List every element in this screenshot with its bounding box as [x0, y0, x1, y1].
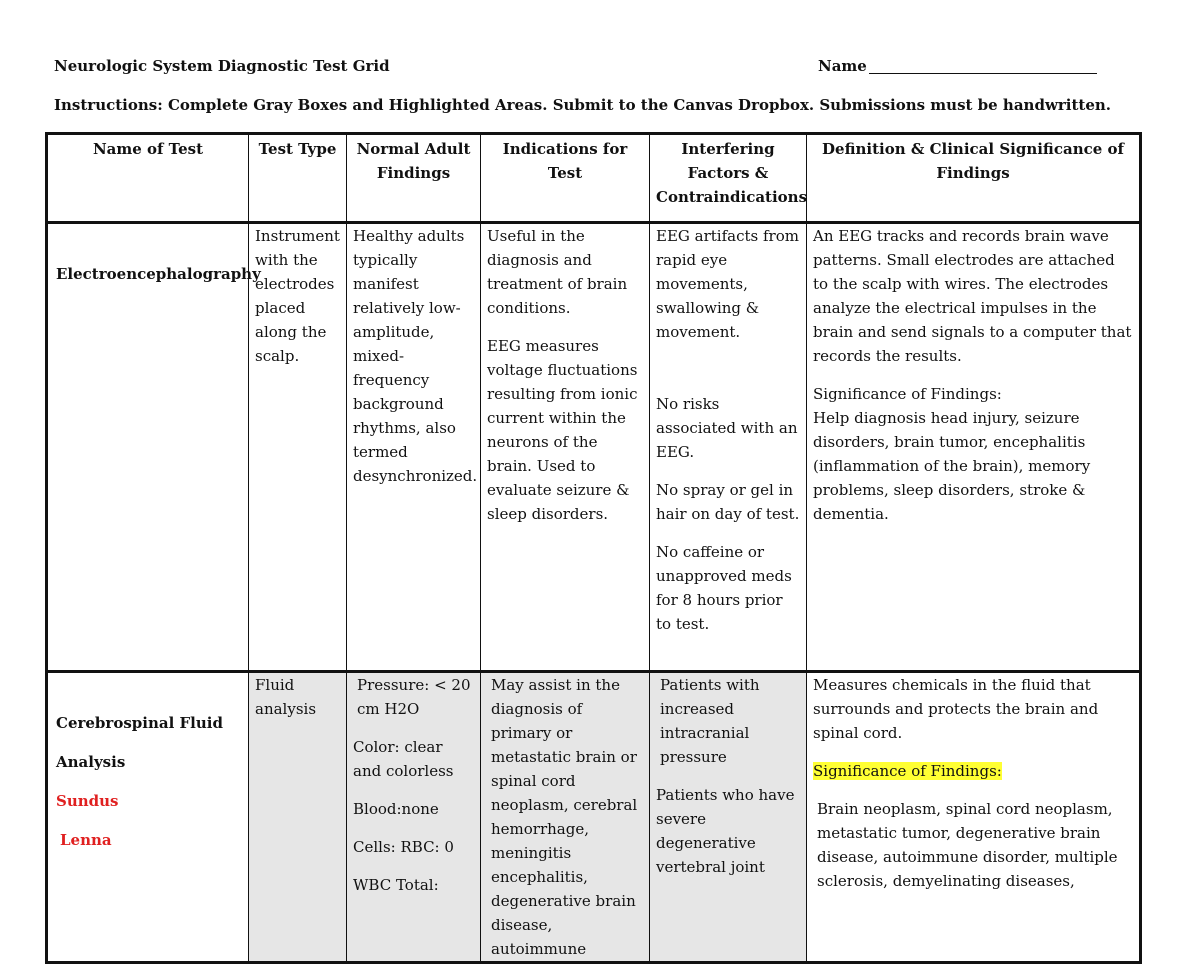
col-header-normal: Normal Adult Findings [347, 134, 481, 223]
name-blank-line [869, 57, 1097, 74]
instructions: Instructions: Complete Gray Boxes and Highlighted Areas. Submit to the Canvas Dropbox. Submissions must be handwritten. [54, 96, 1111, 114]
eeg-definition-text: An EEG tracks and records brain wave patterns. Small electrodes are attached to the scalp with wires. The electrodes analyze the electrical impulses in the brain and send signals to a computer that records the results. [813, 227, 1132, 365]
csf-name-line1: Cerebrospinal Fluid [56, 714, 223, 732]
eeg-definition [807, 223, 1141, 672]
csf-interfering-1: Patients with increased intracranial pressure [660, 676, 760, 766]
csf-normal-pressure: Pressure: < 20 cm H2O [357, 676, 471, 718]
csf-test-type [249, 672, 347, 963]
document-title: Neurologic System Diagnostic Test Grid [54, 57, 390, 75]
eeg-interfering [650, 223, 807, 672]
eeg-interfering-2: No risks associated with an EEG. [656, 395, 798, 461]
eeg-normal-text: Healthy adults typically manifest relatively low-amplitude, mixed-frequency background rhythms, also termed desynchronized. [353, 227, 478, 485]
name-label: Name [818, 57, 867, 75]
eeg-significance-text: Help diagnosis head injury, seizure disorders, brain tumor, encephalitis (inflammation of the brain), memory problems, sleep disorders, stroke & dementia. [813, 409, 1091, 523]
csf-normal-wbc: WBC Total: [353, 876, 439, 894]
csf-normal [347, 672, 481, 963]
eeg-indication-1: Useful in the diagnosis and treatment of brain conditions. [487, 227, 628, 317]
name-field [818, 57, 1097, 75]
table-row-eeg [47, 223, 1141, 672]
table-row-csf [47, 672, 1141, 963]
csf-definition-text: Measures chemicals in the fluid that surrounds and protects the brain and spinal cord. [813, 676, 1099, 742]
col-header-interfering: Interfering Factors & Contraindications [650, 134, 807, 223]
eeg-name: Electroencephalography [56, 265, 261, 283]
student-name-1: Sundus [56, 792, 119, 810]
csf-normal-color: Color: clear and colorless [353, 738, 454, 780]
csf-interfering [650, 672, 807, 963]
csf-significance-text: Brain neoplasm, spinal cord neoplasm, metastatic tumor, degenerative brain disease, autoimmune disorder, multiple sclerosis, demyelinating diseases, [817, 800, 1118, 890]
eeg-normal [347, 223, 481, 672]
csf-name-line2: Analysis [56, 753, 126, 771]
csf-normal-rbc: Cells: RBC: 0 [353, 838, 454, 856]
csf-normal-blood: Blood:none [353, 800, 439, 818]
col-header-name: Name of Test [47, 134, 249, 223]
col-header-indications: Indications for Test [481, 134, 650, 223]
eeg-interfering-4: No caffeine or unapproved meds for 8 hours prior to test. [656, 543, 792, 633]
eeg-indications [481, 223, 650, 672]
header-row [47, 134, 1141, 223]
csf-indications [481, 672, 650, 963]
eeg-name-cell [47, 223, 261, 672]
diagnostic-test-grid [45, 132, 1142, 964]
col-header-type: Test Type [249, 134, 347, 223]
eeg-test-type-text: Instrument with the electrodes placed along the scalp. [255, 227, 340, 365]
student-name-2: Lenna [60, 831, 112, 849]
csf-name-cell [47, 672, 249, 963]
col-header-definition: Definition & Clinical Significance of Findings [807, 134, 1141, 223]
eeg-significance-label: Significance of Findings: [813, 385, 1002, 403]
eeg-test-type [249, 223, 347, 672]
eeg-interfering-3: No spray or gel in hair on day of test. [656, 481, 800, 523]
csf-interfering-2: Patients who have severe degenerative vertebral joint [656, 786, 795, 876]
eeg-interfering-1: EEG artifacts from rapid eye movements, swallowing & movement. [656, 227, 799, 341]
eeg-indication-2: EEG measures voltage fluctuations resulting from ionic current within the neurons of the brain. Used to evaluate seizure & sleep disorders. [487, 337, 638, 523]
csf-test-type-text: Fluid analysis [255, 676, 317, 718]
csf-indications-text: May assist in the diagnosis of primary or metastatic brain or spinal cord neoplasm, cerebral hemorrhage, meningitis encephalitis, degenerative brain disease, autoimmune [491, 676, 638, 958]
csf-significance-label: Significance of Findings: [813, 762, 1002, 780]
csf-definition [807, 672, 1141, 963]
